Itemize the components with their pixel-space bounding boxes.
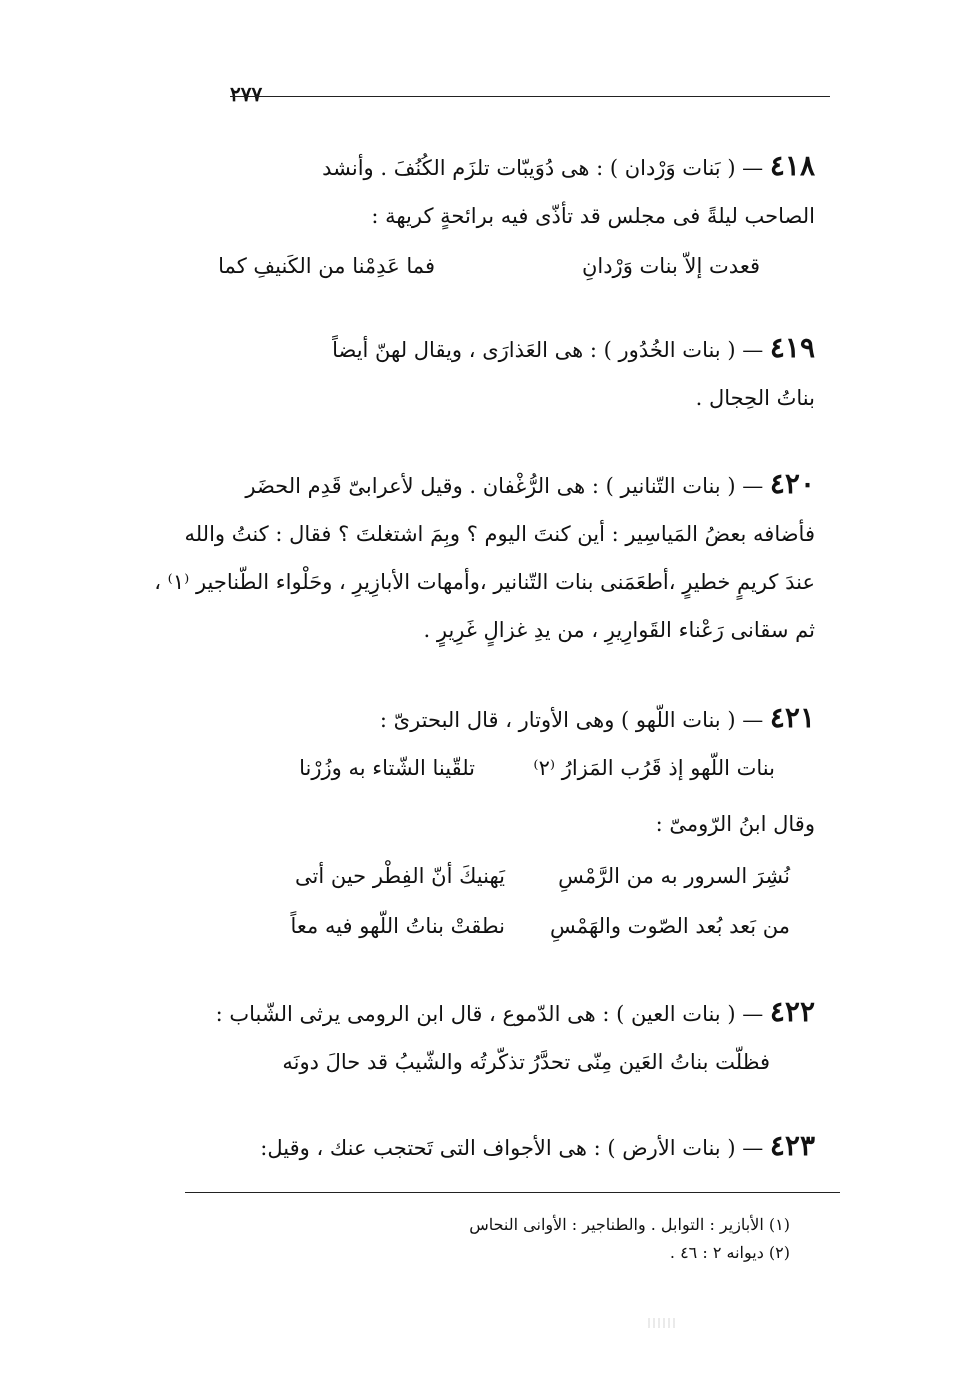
entry-number: ٤١٨	[769, 149, 815, 182]
verse-421-b-hemistich-1: يَهنيكَ أنّ الفِطْر حين أتى	[294, 864, 505, 888]
page-header	[230, 80, 830, 110]
verse-421-c-hemistich-1: نطقتْ بناتُ اللّهو فيه معاً	[290, 914, 505, 938]
page-number: ٢٧٧	[230, 82, 263, 106]
scan-noise-mark	[648, 1318, 678, 1328]
footnote-2: (٢) ديوانه ٢ : ٤٦ .	[669, 1243, 790, 1262]
header-rule	[230, 96, 830, 97]
footnote-1: (١) الأبازير : التوابل . والطناجير : الأوانى النحاس	[469, 1215, 790, 1234]
entry-text: — ( بنات الخُدُور ) : هى العَذارَى ، ويقال لهنّ أيضاً	[332, 338, 770, 362]
verse-421-b-hemistich-2: نُشِرَ السرور به من الرَّمْسِ	[558, 864, 790, 888]
entry-419-line-1	[175, 332, 815, 366]
entry-420-line-2: فأضافه بعضُ المَياسِير : أين كنتَ اليوم ؟ وبِمَ اشتغلتَ ؟ فقال : كنتُ والله	[184, 522, 815, 546]
entry-number: ٤٢٠	[769, 467, 815, 500]
entry-421-line-1	[175, 702, 815, 736]
verse-418-hemistich-2: قعدت إلاّ بنات وَرْدانِ	[581, 254, 760, 278]
footnote-rule	[185, 1192, 840, 1193]
verse-421-a-hemistich-2: بنات اللّهو إذ قَرُب المَزارُ ⁽٢⁾	[533, 756, 775, 780]
entry-420-line-1	[175, 468, 815, 502]
entry-423-line-1	[175, 1130, 815, 1164]
verse-422-hemistich-1: تذكّرتُه والشّيبُ قد حالَ دونَه	[282, 1050, 525, 1074]
entry-text: — ( بنات اللّهو ) وهى الأوتار ، قال البحترىّ :	[379, 708, 770, 732]
entry-number: ٤١٩	[769, 331, 815, 364]
entry-text: — ( بنات الأرض ) : هى الأجواف التى تَحتجب عنك ، وقيل:	[260, 1136, 770, 1160]
entry-422-line-1	[175, 996, 815, 1030]
verse-421-c-hemistich-2: من بَعد بُعد الصّوت والهَمْسِ	[550, 914, 790, 938]
entry-number: ٤٢١	[769, 701, 815, 734]
verse-418-hemistich-1: فما عَدِمْنا من الكَنيفِ كما	[218, 254, 435, 278]
entry-418-line-2: الصاحب ليلةً فى مجلس قد تأذّى فيه برائحةٍ كريهة :	[371, 204, 815, 228]
entry-number: ٤٢٣	[769, 1129, 815, 1162]
entry-text: — ( بنات التّنانير ) : هى الرُّغْفان . وقيل لأعرابىّ قَدِم الحضَر	[245, 474, 770, 498]
entry-420-line-4: ثم سقانى رَعْناء القَوارِيرِ ، من يدِ غزالٍ غَرِيرٍ .	[423, 618, 815, 642]
entry-419-line-2: بناتُ الحِجال .	[695, 386, 815, 410]
entry-text: — ( بَنات وَرْدان ) : هى دُوَيبّات تلزَم الكُنُفَ . وأنشد	[322, 156, 770, 180]
verse-421-a-hemistich-1: تلقّينا الشّتاء به وزُرْنا	[299, 756, 475, 780]
entry-text: — ( بنات العين ) : هى الدّموع ، قال ابن الرومى يرثى الشّباب :	[215, 1002, 770, 1026]
entry-418-line-1	[175, 150, 815, 184]
entry-421-ibn-rumi-intro: وقال ابنُ الرّومىّ :	[655, 812, 815, 836]
verse-422-hemistich-2: فظلّت بناتُ العَين مِنّى تحدَّرُ	[529, 1050, 770, 1074]
entry-number: ٤٢٢	[769, 995, 815, 1028]
entry-420-line-3: عندَ كريمٍ خطيرٍ ،أطعَمَنى بنات التّنانير ،وأمهات الأبازِيرِ ، وحَلْواء الطّناجير ⁽١⁾ ،	[154, 570, 815, 594]
